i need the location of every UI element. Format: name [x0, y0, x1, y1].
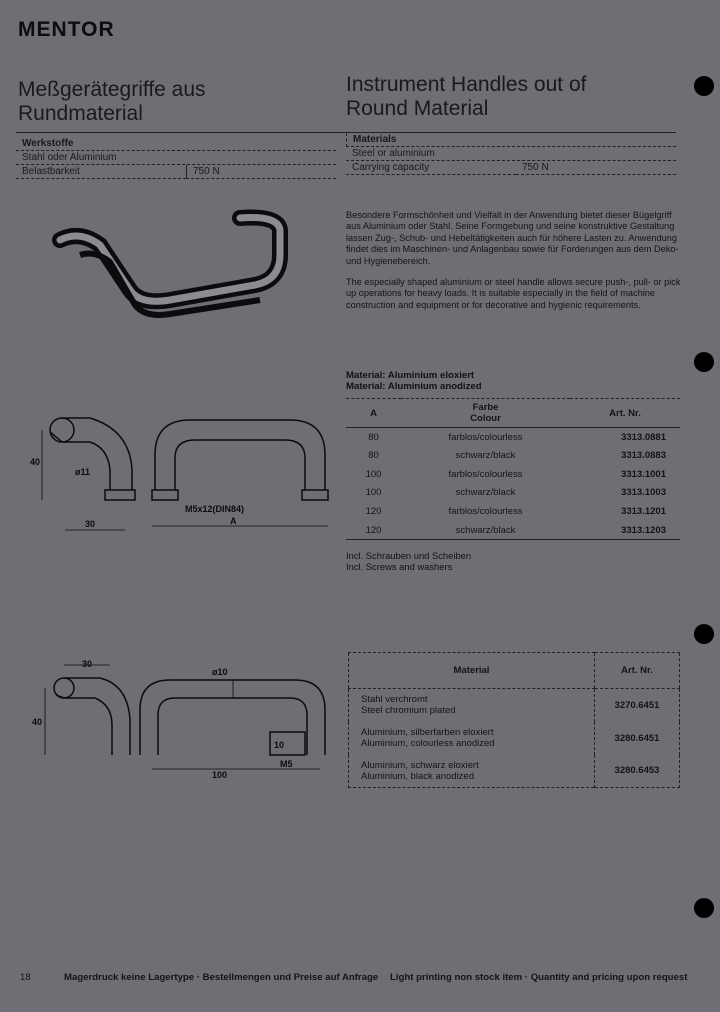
cell-material [349, 689, 595, 722]
binder-hole [694, 624, 714, 644]
technical-drawing-handle-2 [20, 655, 340, 785]
footer-note-de: Magerdruck keine Lagertype · Bestellmengen und Preise auf Anfrage [64, 972, 379, 983]
table-row [349, 722, 680, 755]
cell-colour: farblos/colourless [448, 506, 523, 518]
material-de: Stahl verchromt [361, 694, 428, 706]
cell-material [349, 755, 595, 788]
title-line: Meßgerätegriffe aus [18, 78, 206, 101]
title-line: Round Material [346, 97, 489, 120]
table-row [346, 502, 680, 521]
description-de: Besondere Formschönheit und Vielfalt in der Anwendung bietet dieser Bügelgriff aus Aluminium oder Stahl. Seine Formgebung und seine konstruktive Gestaltung lassen Zug-, Schub- und Hebeltätigkeiten auch für höhere Lasten zu. Anwendung findet dies im Maschinen- und Anlagenbau sowie für Forderungen aus dem Deko- und Hygienebereich. [346, 210, 679, 266]
spec-capacity-value-de: 750 N [186, 165, 336, 179]
binder-hole [694, 76, 714, 96]
page-title-de [18, 78, 206, 126]
cell-art: 3270.6451 [595, 689, 680, 722]
binder-hole [694, 898, 714, 918]
cell-art: 3313.1001 [621, 468, 666, 480]
dim-30: 30 [82, 659, 93, 669]
cell-a: 80 [368, 431, 379, 443]
cell-colour: schwarz/black [455, 450, 516, 462]
spec-header-en: Materials [346, 133, 676, 147]
material-en: Aluminium, black anodized [361, 770, 475, 782]
dim-40: 40 [30, 457, 41, 467]
dim-diameter: ø10 [212, 667, 228, 677]
title-line: Instrument Handles out of [346, 73, 587, 96]
cell-art: 3313.0883 [621, 450, 666, 462]
cell-colour: schwarz/black [455, 524, 516, 536]
spec-capacity-label-de: Belastbarkeit [16, 165, 186, 179]
material-de: Material: Aluminium eloxiert [346, 370, 475, 381]
title-line: Rundmaterial [18, 102, 143, 125]
col-colour-de: Farbe [472, 402, 499, 413]
spec-capacity-label-en: Carrying capacity [346, 161, 516, 175]
note-en: Incl. Screws and washers [346, 561, 453, 572]
table-row [349, 689, 680, 722]
spec-material-en: Steel or aluminium [346, 147, 676, 161]
binder-hole [694, 352, 714, 372]
cell-art: 3280.6451 [595, 722, 680, 755]
col-colour [401, 399, 570, 428]
table-row [346, 521, 680, 540]
cell-colour: farblos/colourless [448, 431, 523, 443]
article-table-2 [348, 652, 680, 788]
page-number: 18 [20, 972, 31, 983]
table-row [346, 465, 680, 484]
dim-40: 40 [32, 717, 43, 727]
brand-logo: MENTOR [18, 18, 115, 41]
cell-a: 80 [368, 450, 379, 462]
material-de: Aluminium, schwarz eloxiert [361, 759, 479, 771]
thread-label: M5x12(DIN84) [185, 504, 245, 514]
cell-art: 3313.0881 [621, 431, 666, 443]
dim-30: 30 [85, 519, 96, 529]
cell-art: 3313.1003 [621, 487, 666, 499]
col-art: Art. Nr. [570, 399, 680, 428]
table1-material [346, 370, 482, 392]
cell-a: 100 [365, 487, 382, 499]
footer-note-en: Light printing non stock item · Quantity and pricing upon request [390, 972, 688, 983]
spec-table [16, 132, 676, 182]
cell-material [349, 722, 595, 755]
dim-a: A [230, 516, 237, 526]
cell-colour: schwarz/black [455, 487, 516, 499]
col-art: Art. Nr. [595, 653, 680, 689]
table-row [346, 446, 680, 465]
article-table-1 [346, 398, 680, 540]
page-title-en [346, 73, 586, 121]
technical-drawing-handle-1 [20, 400, 340, 550]
table-row [346, 428, 680, 447]
material-en: Aluminium, colourless anodized [361, 738, 495, 749]
note-de: Incl. Schrauben und Scheiben [346, 550, 472, 561]
cell-art: 3280.6453 [595, 755, 680, 788]
table-row [346, 484, 680, 503]
spec-capacity-value-en: 750 N [516, 161, 676, 175]
material-de: Aluminium, silberfarben eloxiert [361, 727, 494, 738]
table-row [349, 755, 680, 788]
col-material: Material [349, 653, 595, 689]
cell-colour: farblos/colourless [448, 468, 523, 480]
cell-a: 120 [365, 524, 382, 536]
spec-material-de: Stahl oder Aluminium [16, 151, 336, 165]
cell-art: 3313.1203 [621, 524, 666, 536]
table1-note [346, 550, 471, 572]
material-en: Steel chromium plated [361, 705, 456, 717]
cell-a: 120 [365, 506, 382, 518]
dim-diameter: ø11 [75, 467, 91, 477]
spec-header-de: Werkstoffe [16, 137, 336, 151]
material-en: Material: Aluminium anodized [346, 381, 482, 392]
col-a: A [346, 399, 401, 428]
dim-10: 10 [274, 740, 285, 750]
dim-100: 100 [212, 770, 228, 780]
handle-product-image [40, 200, 300, 330]
cell-a: 100 [365, 468, 382, 480]
thread-label: M5 [280, 759, 293, 769]
cell-art: 3313.1201 [621, 506, 666, 518]
col-colour-en: Colour [470, 413, 501, 424]
description-en: The especially shaped aluminium or steel handle allows secure push-, pull- or pick up operations for heavy loads. It is suitable especially in the field of machine construction and equipment or for decorative and hygienic requirements. [346, 277, 681, 310]
